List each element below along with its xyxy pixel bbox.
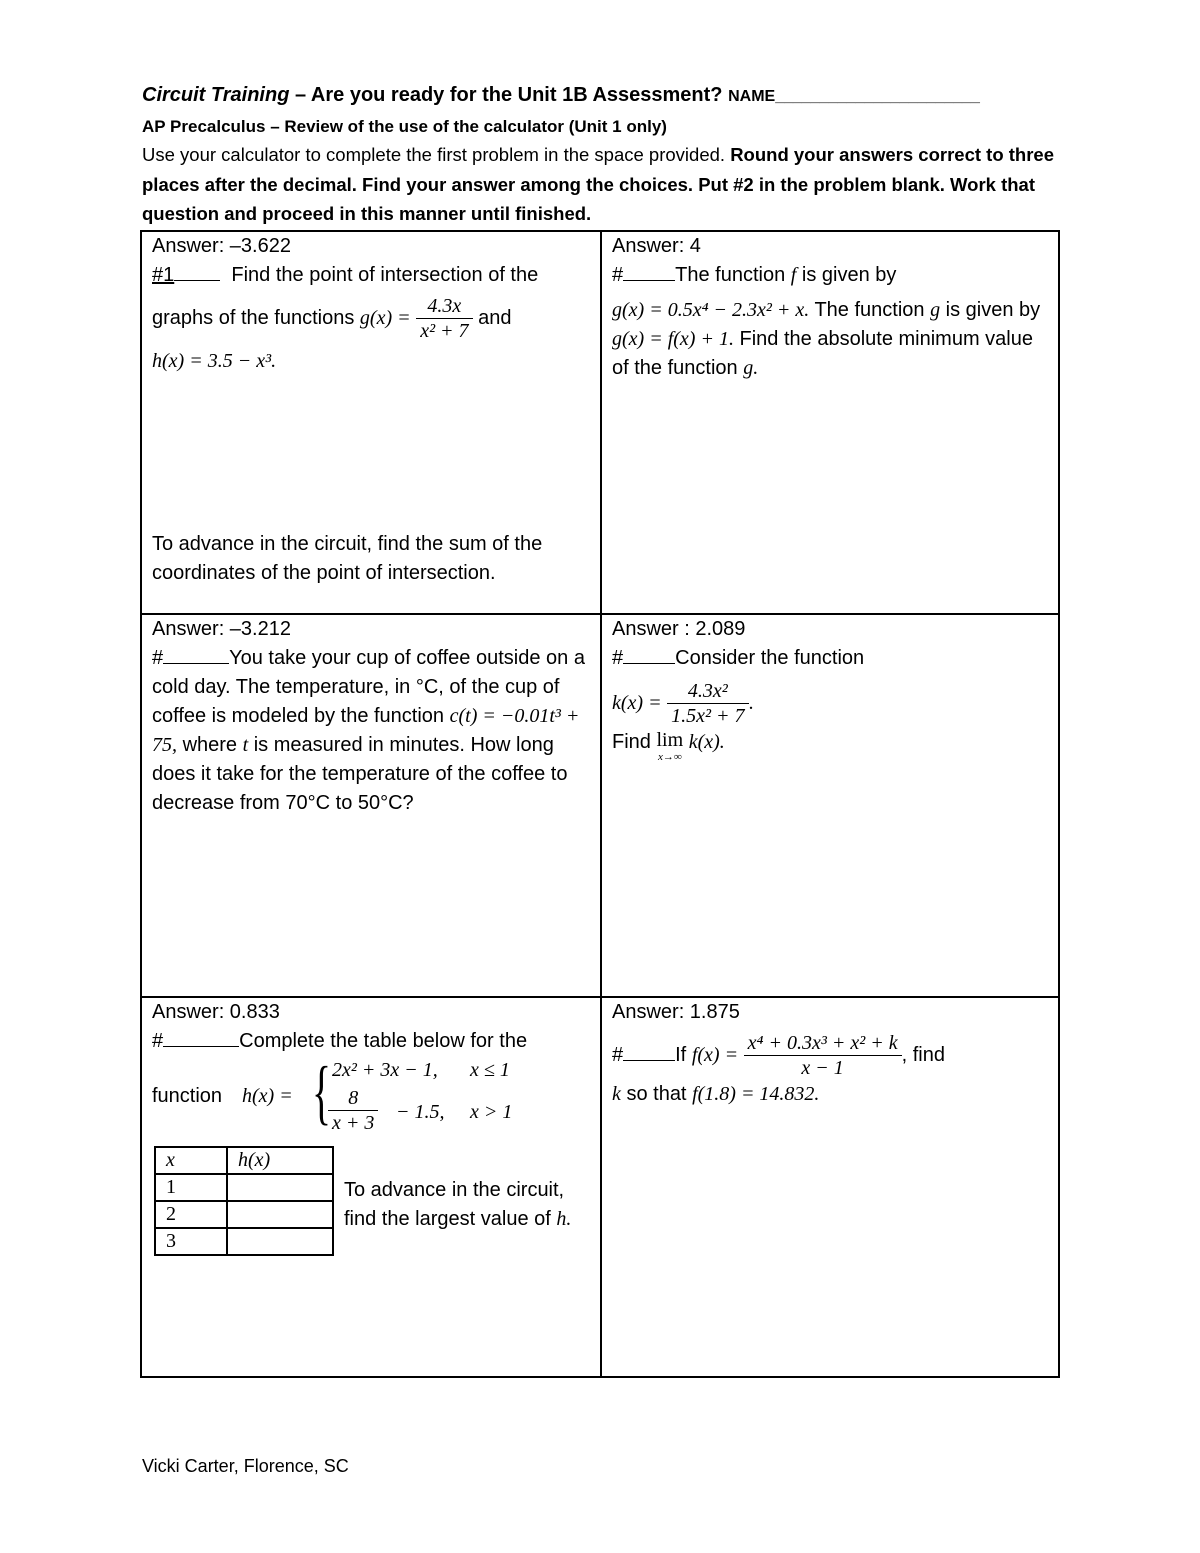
problem-text-3: Find the absolute minimum value of the function	[612, 328, 1033, 379]
condition-2: x > 1	[470, 1101, 513, 1123]
f-fraction	[744, 1031, 902, 1080]
f-condition: f(1.8) = 14.832.	[692, 1083, 820, 1105]
problem-text-2b: is given by	[945, 299, 1041, 321]
cell-answer: Answer: 4	[612, 235, 701, 257]
worksheet-instructions	[142, 140, 1062, 229]
circuit-cell-5	[152, 998, 592, 1252]
cell-answer: Answer : 2.089	[612, 618, 746, 640]
problem-text: Consider the function	[675, 647, 865, 669]
problem-text-2: so that	[626, 1083, 687, 1105]
problem-number: #	[152, 1030, 164, 1052]
instructions-part-a: Use your calculator to complete the first problem in the space provided.	[142, 144, 731, 165]
piecewise-definition	[152, 1052, 592, 1140]
values-table	[154, 1146, 334, 1256]
h-lhs: h(x) =	[242, 1085, 293, 1107]
cell-answer: Answer: 0.833	[152, 1001, 280, 1023]
problem-number: #	[152, 647, 164, 669]
c-equation: c(t) = −0.01t³ + 75,	[152, 705, 580, 756]
problem-text-2: The function	[814, 299, 925, 321]
number-blank[interactable]	[623, 262, 675, 281]
cell-problem-line	[152, 1027, 592, 1056]
cell-answer: Answer: 1.875	[612, 1001, 740, 1023]
find-word: Find	[612, 731, 651, 753]
g-symbol-end: g.	[743, 357, 759, 379]
table-header-row	[155, 1147, 333, 1174]
k-lhs: k(x) =	[612, 691, 662, 714]
g-numerator: 4.3x	[416, 294, 472, 319]
problem-number: #	[612, 647, 624, 669]
and-word: and	[478, 306, 512, 329]
table-cell-answer[interactable]	[227, 1174, 333, 1201]
circuit-cell-3	[152, 615, 592, 818]
function-word: function	[152, 1085, 223, 1107]
table-cell-x: 3	[155, 1228, 227, 1255]
piecewise-brace: {	[312, 1052, 332, 1132]
k-denominator: 1.5x² + 7	[671, 705, 745, 727]
table-cell-answer[interactable]	[227, 1201, 333, 1228]
table-row	[155, 1201, 333, 1228]
find-word: , find	[901, 1043, 945, 1066]
cell-answer: Answer: –3.212	[152, 618, 291, 640]
piece-1: 2x² + 3x − 1,	[332, 1059, 438, 1081]
circuit-cell-2	[612, 232, 1048, 383]
circuit-cell-4	[612, 615, 1048, 762]
problem-number: #1	[152, 264, 175, 286]
limit-operator	[656, 728, 683, 762]
k-fraction	[667, 679, 748, 728]
h-symbol: h.	[556, 1208, 572, 1230]
problem-text: You take your cup of coffee outside on a cold day. The temperature, in °C, of the cup of coffee is modeled by the function	[152, 647, 585, 727]
k-definition: k(x) = $\frac{\text{4.3x²}}{\text{1.5x² + 7}}$ .	[612, 680, 754, 727]
f-symbol: f	[790, 264, 797, 286]
number-blank[interactable]	[623, 645, 675, 664]
advance-instructions: To advance in the circuit, find the sum of the coordinates of the point of intersection.	[152, 533, 543, 584]
table-row	[155, 1174, 333, 1201]
h-equation: h(x) = 3.5 − x³.	[152, 350, 277, 372]
f-denominator: x − 1	[801, 1057, 844, 1079]
problem-text: The function	[675, 264, 786, 286]
problem-number: #	[612, 264, 624, 286]
number-blank[interactable]	[174, 262, 220, 281]
table-cell-x: 1	[155, 1174, 227, 1201]
table-header-x: x	[155, 1147, 227, 1174]
cell-problem-text	[152, 644, 592, 818]
cell-problem-line	[152, 261, 592, 290]
limit-line	[612, 728, 1048, 762]
piece-2-rest: − 1.5,	[396, 1101, 445, 1123]
g-definition: g(x) = f(x) + 1.	[612, 328, 734, 350]
lim-subscript: x→∞	[657, 751, 682, 763]
circuit-cell-1	[152, 232, 592, 584]
table-header-hx: h(x)	[227, 1147, 333, 1174]
cell-problem-line	[612, 1031, 1048, 1080]
f-lhs: f(x) =	[691, 1043, 739, 1066]
worksheet-title	[142, 80, 980, 112]
cell-problem-line	[612, 644, 1048, 673]
g-denominator: x² + 7	[420, 320, 469, 342]
table-row	[155, 1228, 333, 1255]
piece-2-fraction	[328, 1086, 378, 1135]
k-symbol: k	[612, 1083, 621, 1105]
problem-text: Find the point of intersection of the	[231, 264, 539, 286]
t-symbol: t	[242, 734, 249, 756]
problem-expression-line	[152, 294, 592, 343]
table-cell-answer[interactable]	[227, 1228, 333, 1255]
circuit-cell-6	[612, 998, 1048, 1109]
g-lhs: g(x) =	[359, 306, 411, 329]
f-numerator: x⁴ + 0.3x³ + x² + k	[744, 1031, 902, 1056]
g-equation: g(x) = 0.5x⁴ − 2.3x² + x.	[612, 299, 810, 321]
number-blank[interactable]	[163, 1028, 239, 1047]
number-blank[interactable]	[623, 1042, 675, 1061]
number-blank[interactable]	[163, 645, 229, 664]
g-symbol: g	[930, 299, 941, 321]
cell-answer: Answer: –3.622	[152, 235, 291, 257]
table-cell-x: 2	[155, 1201, 227, 1228]
cell-problem-line	[612, 261, 1048, 290]
problem-text-3: is measured in minutes. How long does it take for the temperature of the coffee to decrease from 70°C to 50°C?	[152, 734, 568, 814]
piece-2-numerator: 8	[328, 1086, 378, 1111]
advance-text: To advance in the circuit, find the largest value of	[344, 1179, 565, 1230]
k-condition-line	[612, 1080, 1048, 1109]
g-fraction	[416, 294, 472, 343]
author-footer: Vicki Carter, Florence, SC	[142, 1456, 349, 1476]
piece-2-denominator: x + 3	[332, 1112, 375, 1134]
title-italic: Circuit Training	[142, 84, 290, 106]
title-rest: – Are you ready for the Unit 1B Assessment?	[289, 84, 723, 106]
k-numerator: 4.3x²	[667, 679, 748, 704]
problem-text-2: graphs of the functions	[152, 306, 355, 329]
name-field-label: NAME_______________________	[728, 88, 980, 105]
problem-text: Complete the table below for the	[239, 1030, 528, 1052]
problem-text-b: is given by	[801, 264, 897, 286]
problem-text-2: where	[182, 734, 238, 756]
lim-text: lim	[656, 729, 684, 751]
problem-number: #	[612, 1043, 624, 1066]
g-line	[612, 296, 1048, 383]
grid-divider-vertical	[600, 232, 602, 1376]
condition-1: x ≤ 1	[470, 1059, 510, 1081]
circuit-grid	[140, 230, 1060, 1378]
lim-argument: k(x).	[688, 731, 725, 753]
worksheet-subtitle: AP Precalculus – Review of the use of the calculator (Unit 1 only)	[142, 117, 667, 136]
advance-instructions	[344, 1176, 584, 1234]
problem-text: If	[675, 1043, 687, 1066]
instructions-part-b: Round your answers correct to three places after the decimal. Find your answer among the choices. Put #2 in the problem blank. Work that question and proceed in this manner until finished.	[142, 144, 1055, 224]
